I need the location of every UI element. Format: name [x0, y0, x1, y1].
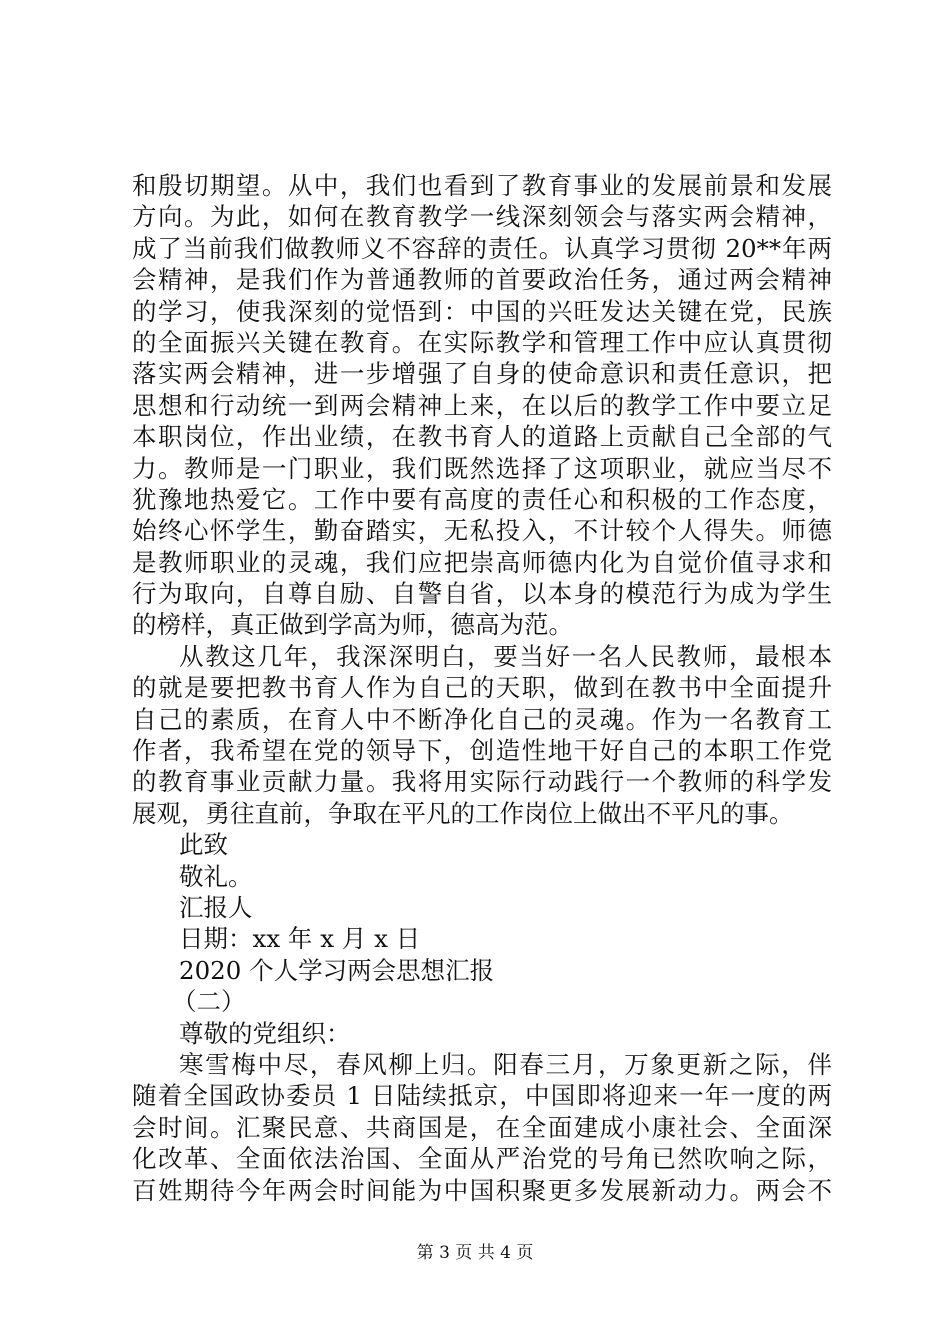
- text-line: 成了当前我们做教师义不容辞的责任。认真学习贯彻 20**年两: [132, 233, 832, 263]
- text-line: 的榜样，真正做到学高为师，德高为范。: [132, 610, 573, 640]
- text-line: 落实两会精神，进一步增强了自身的使命意识和责任意识，把: [132, 359, 832, 389]
- text-line: 和殷切期望。从中，我们也看到了教育事业的发展前景和发展: [132, 171, 832, 200]
- reporter-label: 汇报人: [179, 892, 253, 922]
- closing-greeting: 此致: [179, 830, 228, 860]
- paragraph-first-line: 寒雪梅中尽，春风柳上归。阳春三月，万象更新之际，伴: [179, 1049, 832, 1079]
- text-line: 会精神，是我们作为普通教师的首要政治任务，通过两会精神: [132, 265, 832, 295]
- text-line: 方向。为此，如何在教育教学一线深刻领会与落实两会精神，: [132, 202, 832, 232]
- text-line: 犹豫地热爱它。工作中要有高度的责任心和积极的工作态度，: [132, 484, 832, 514]
- text-line: 的全面振兴关键在教育。在实际教学和管理工作中应认真贯彻: [132, 327, 832, 357]
- page-number-footer: 第 3 页 共 4 页: [416, 1243, 534, 1263]
- text-line: 随着全国政协委员 1 日陆续抵京，中国即将迎来一年一度的两: [132, 1081, 832, 1111]
- text-line: 作者，我希望在党的领导下，创造性地干好自己的本职工作党: [132, 736, 832, 766]
- text-line: 的学习，使我深刻的觉悟到：中国的兴旺发达关键在党，民族: [132, 296, 832, 326]
- text-line: 本职岗位，作出业绩，在教书育人的道路上贡献自己全部的气: [132, 422, 832, 452]
- text-line: 的教育事业贡献力量。我将用实际行动践行一个教师的科学发: [132, 767, 832, 797]
- section-subtitle: （二）: [172, 987, 246, 1017]
- text-line: 行为取向，自尊自励、自警自省，以本身的模范行为成为学生: [132, 579, 832, 609]
- text-line: 思想和行动统一到两会精神上来，在以后的教学工作中要立足: [132, 390, 832, 420]
- text-line: 始终心怀学生，勤奋踏实，无私投入，不计较个人得失。师德: [132, 516, 832, 546]
- document-body: [132, 170, 832, 1206]
- text-line: 是教师职业的灵魂，我们应把崇高师德内化为自觉价值寻求和: [132, 547, 832, 577]
- text-line: 百姓期待今年两会时间能为中国积聚更多发展新动力。两会不: [132, 1175, 832, 1205]
- text-line: 自己的素质，在育人中不断净化自己的灵魂。作为一名教育工: [132, 704, 832, 734]
- date-line: 日期：xx 年 x 月 x 日: [179, 924, 421, 954]
- text-line: 化改革、全面依法治国、全面从严治党的号角已然吹响之际，: [132, 1144, 832, 1174]
- text-line: 的就是要把教书育人作为自己的天职，做到在教书中全面提升: [132, 673, 832, 703]
- paragraph-first-line: 从教这几年，我深深明白，要当好一名人民教师，最根本: [179, 641, 832, 671]
- section-title: 2020 个人学习两会思想汇报: [179, 955, 495, 985]
- salutation: 尊敬的党组织：: [179, 1018, 351, 1048]
- text-line: 展观，勇往直前，争取在平凡的工作岗位上做出不平凡的事。: [132, 798, 794, 828]
- closing-salute: 敬礼。: [179, 861, 253, 891]
- text-line: 力。教师是一门职业，我们既然选择了这项职业，就应当尽不: [132, 453, 832, 483]
- text-line: 会时间。汇聚民意、共商国是，在全面建成小康社会、全面深: [132, 1112, 832, 1142]
